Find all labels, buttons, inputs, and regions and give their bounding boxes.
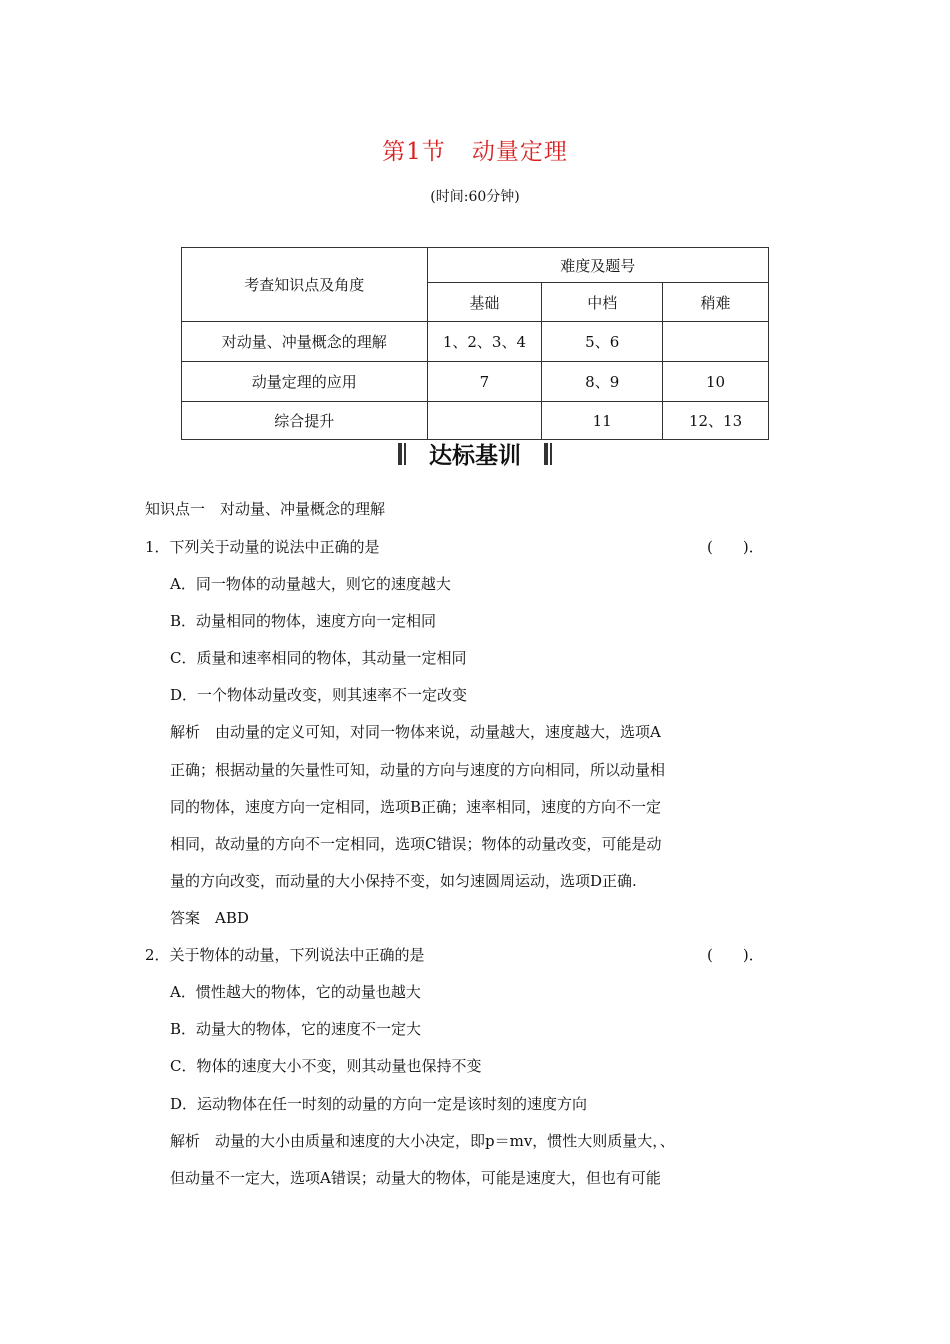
table-header-topic: 考查知识点及角度	[182, 248, 428, 322]
row-hard: 12、13	[663, 402, 769, 440]
row-topic: 对动量、冲量概念的理解	[182, 322, 428, 362]
question-2-option-d: D．运动物体在任一时刻的动量的方向一定是该时刻的速度方向	[170, 1095, 588, 1113]
row-basic	[427, 402, 542, 440]
question-1-answer: 答案 ABD	[170, 909, 249, 927]
banner-bar-right-thin	[550, 443, 552, 465]
banner-bar-left	[398, 443, 402, 465]
question-1-stem: 1．下列关于动量的说法中正确的是	[145, 538, 380, 556]
time-limit: (时间:60分钟)	[430, 189, 520, 205]
row-hard: 10	[663, 362, 769, 402]
question-1-analysis-line: 量的方向改变，而动量的大小保持不变，如匀速圆周运动，选项D正确.	[170, 872, 637, 890]
section-banner	[0, 437, 950, 470]
table-row	[182, 322, 769, 362]
table-row	[182, 362, 769, 402]
page-title	[0, 133, 950, 166]
row-mid: 8、9	[542, 362, 663, 402]
question-1-analysis-line: 同的物体，速度方向一定相同，选项B正确；速率相同，速度的方向不一定	[170, 798, 662, 816]
question-1-option-c: C．质量和速率相同的物体，其动量一定相同	[170, 649, 467, 667]
question-1-option-d: D．一个物体动量改变，则其速率不一定改变	[170, 686, 468, 704]
row-hard	[663, 322, 769, 362]
banner-bar-left-thin	[404, 443, 406, 465]
level-basic: 基础	[427, 283, 542, 322]
question-1-analysis-line: 解析 由动量的定义可知，对同一物体来说，动量越大，速度越大，选项A	[170, 723, 661, 741]
question-2-option-a: A．惯性越大的物体，它的动量也越大	[170, 983, 421, 1001]
question-2-answer-blank: ( )．	[707, 946, 764, 964]
question-2-analysis-line: 解析 动量的大小由质量和速度的大小决定，即p＝mv，惯性大则质量大，、	[170, 1132, 675, 1150]
question-1-analysis-line: 正确；根据动量的矢量性可知，动量的方向与速度的方向相同，所以动量相	[170, 761, 666, 779]
question-1-option-b: B．动量相同的物体，速度方向一定相同	[170, 612, 437, 630]
level-mid: 中档	[542, 283, 663, 322]
question-1-option-a: A．同一物体的动量越大，则它的速度越大	[170, 575, 451, 593]
question-2-analysis-line: 但动量不一定大，选项A错误；动量大的物体，可能是速度大，但也有可能	[170, 1169, 661, 1187]
difficulty-table	[181, 247, 769, 440]
row-basic: 1、2、3、4	[427, 322, 542, 362]
row-mid: 5、6	[542, 322, 663, 362]
question-2-stem: 2．关于物体的动量，下列说法中正确的是	[145, 946, 425, 964]
row-topic: 综合提升	[182, 402, 428, 440]
row-mid: 11	[542, 402, 663, 440]
banner-bar-right	[544, 443, 548, 465]
question-2-option-c: C．物体的速度大小不变，则其动量也保持不变	[170, 1057, 482, 1075]
knowledge-point-heading: 知识点一 对动量、冲量概念的理解	[145, 500, 386, 518]
title-topic: 动量定理	[471, 139, 568, 165]
level-hard: 稍难	[663, 283, 769, 322]
title-section-number: 第1节	[382, 139, 446, 165]
table-row	[182, 402, 769, 440]
row-basic: 7	[427, 362, 542, 402]
question-2-option-b: B．动量大的物体，它的速度不一定大	[170, 1020, 422, 1038]
question-1-analysis-line: 相同，故动量的方向不一定相同，选项C错误；物体的动量改变，可能是动	[170, 835, 662, 853]
question-1-answer-blank: ( )．	[707, 538, 764, 556]
banner-text: 达标基训	[429, 443, 521, 469]
table-header-difficulty: 难度及题号	[427, 248, 768, 283]
row-topic: 动量定理的应用	[182, 362, 428, 402]
